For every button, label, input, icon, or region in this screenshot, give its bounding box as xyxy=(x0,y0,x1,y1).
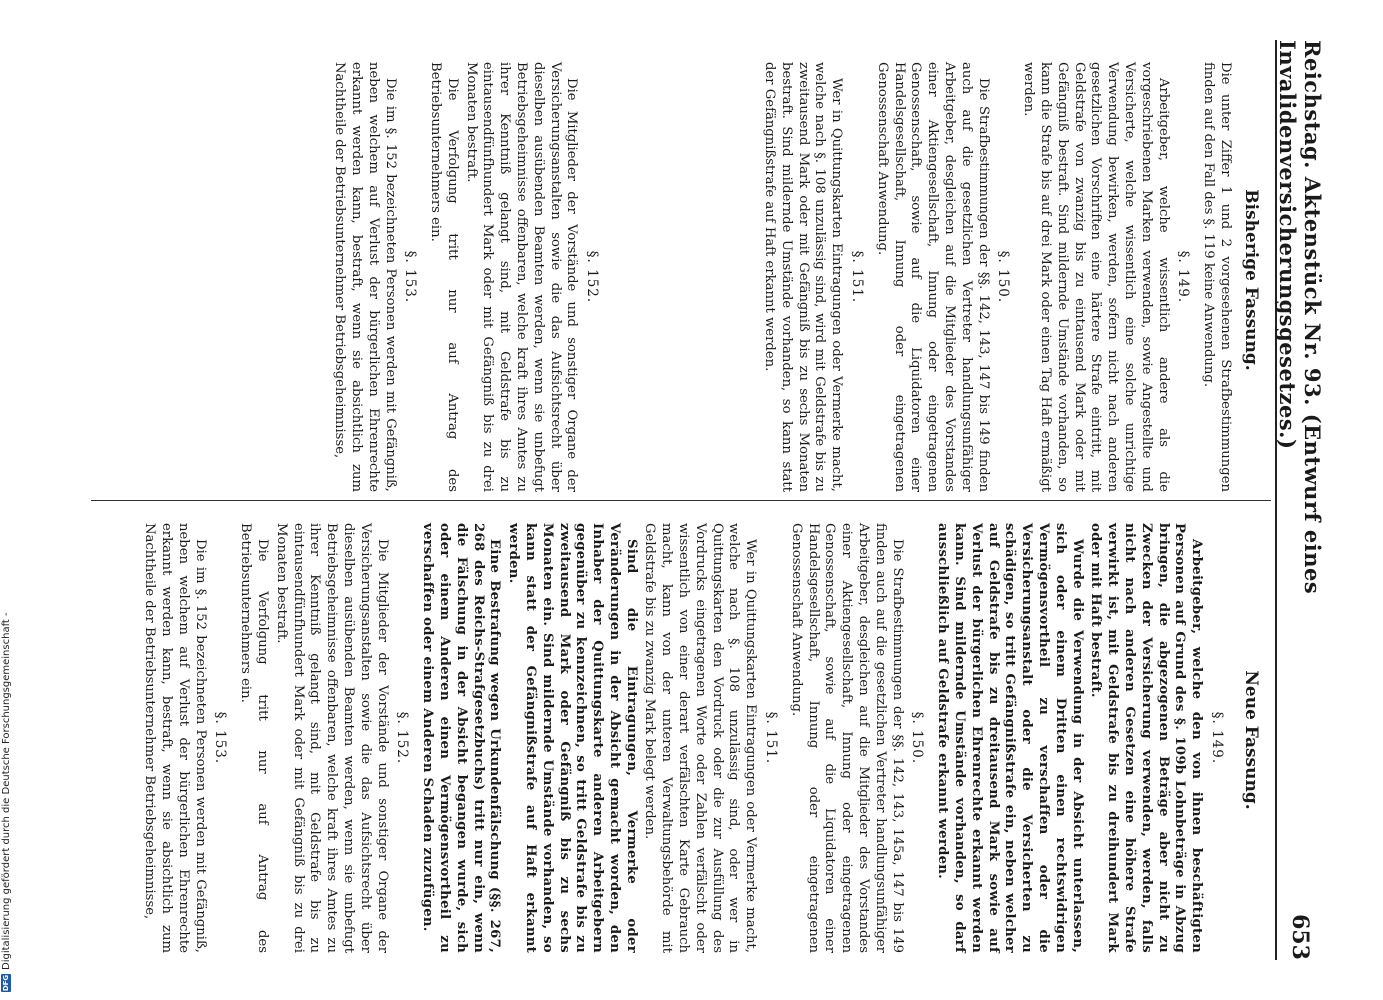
section-149-text-2: Wurde die Verwendung in der Absicht unterlassen, sich oder einem Dritten einen rechtswidrigen Vermögensvortheil zu verschaffen oder die Versicherungsanstalt oder die Versicherten zu schädigen, so tritt Gefängnißstrafe ein, neben welcher auf Geldstrafe bis zu dreitausend Mark sowie auf Verlust der bürgerlichen Ehrenrechte erkannt werden kann. Sind mildernde Umstände vorhanden, so darf ausschließlich auf Geldstrafe erkannt werden. xyxy=(935,523,1085,953)
right-column-heading: Neue Fassung. xyxy=(1241,670,1261,810)
page-header xyxy=(1275,40,1323,960)
section-151-text-2: Sind die Eintragungen, Vermerke oder Veränderungen in der Absicht gemacht worden, den Inhaber der Quittungskarte anderen Arbeitgebern gegenüber zu kennzeichnen, so tritt Geldstrafe bis zu zweitausend Mark oder Gefängniß bis zu sechs Monaten ein. Sind mildernde Umstände vorhanden, so kann statt der Gefängnißstrafe auf Haft erkannt werden. xyxy=(506,523,639,953)
intro-paragraph: Die unter Ziffer 1 und 2 vorgesehenen Strafbestimmungen finden auf den Fall des §. 119 keine Anwendung. xyxy=(1201,62,1233,492)
section-151-title: §. 151. xyxy=(849,250,866,304)
section-152-text: Die Mitglieder der Vorstände und sonstiger Organe der Versicherungsanstalten sowie die das Aufsichtsrecht über dieselben ausübenden Beamten werden, wenn sie unbefugt Betriebsgeheimnisse offenbaren, welche kraft ihres Amtes zu ihrer Kenntniß gelangt sind, mit Geldstrafe bis zu eintausendfünfhundert Mark oder mit Gefängniß bis zu drei Monaten bestraft. xyxy=(463,62,580,492)
column-divider xyxy=(91,500,1271,501)
section-153-text: Die im §. 152 bezeichneten Personen werden mit Gefängniß, neben welchem auf Verlust der bürgerlichen Ehrenrechte erkannt werden kann, bestraft, wenn sie absichtlich zum Nachtheile der Betriebsunternehmer Betriebsgeheimnisse, xyxy=(332,62,398,492)
page-number: 653 xyxy=(1287,914,1313,960)
section-151-title: §. 151. xyxy=(763,711,780,765)
section-149-title: §. 149. xyxy=(1175,250,1192,304)
left-column xyxy=(328,62,1233,492)
section-152-title: §. 152. xyxy=(394,711,411,765)
digitization-credit xyxy=(0,0,14,1000)
section-152-text-2: Die Verfolgung tritt nur auf Antrag des Betriebsunternehmers ein. xyxy=(238,523,270,953)
section-151-text-3: Eine Bestrafung wegen Urkundenfälschung (§§. 267, 268 des Reichs-Strafgesetzbuchs) tritt nur ein, wenn die Fälschung in der Absicht begangen wurde, sich oder einem Anderen einen Vermögensvortheil zu verschaffen oder einem Anderen Schaden zuzufügen. xyxy=(420,523,503,953)
section-153-title: §. 153. xyxy=(212,711,229,765)
section-149-text: Arbeitgeber, welche den von ihnen beschäftigten Personen auf Grund des §. 109b Lohnbeträge in Abzug bringen, die abgezogenen Beträge aber nicht zu Zwecken der Versicherung verwenden, werden, falls nicht nach anderen Gesetzen eine höhere Strafe verwirkt ist, mit Geldstrafe bis zu dreihundert Mark oder mit Haft bestraft. xyxy=(1088,523,1205,953)
section-149-title: §. 149. xyxy=(1209,711,1225,765)
right-column xyxy=(138,523,1233,953)
page-title: Reichstag. Aktenstück Nr. 93. (Entwurf eines Invalidenversicherungsgesetzes.) xyxy=(1275,40,1325,595)
left-column-heading: Bisherige Fassung. xyxy=(1241,189,1261,371)
section-152-text-2: Die Verfolgung tritt nur auf Antrag des Betriebsunternehmers ein. xyxy=(428,62,460,492)
section-152-title: §. 152. xyxy=(584,250,601,304)
section-150-text: Die Strafbestimmungen der §§. 142, 143, 147 bis 149 finden auch auf die gesetzlichen Vertreter handlungsunfähiger Arbeitgeber, desgleichen auf die Mitglieder des Vorstandes einer Aktiengesellschaft, Innung oder eingetragenen Genossenschaft, sowie auf die Liquidatoren einer Handelsgesellschaft, Innung oder eingetragenen Genossenschaft Anwendung. xyxy=(874,62,991,492)
section-153-text: Die im §. 152 bezeichneten Personen werden mit Gefängniß, neben welchem auf Verlust der bürgerlichen Ehrenrechte erkannt werden kann, bestraft, wenn sie absichtlich zum Nachtheile der Betriebsunternehmer Betriebsgeheimnisse, xyxy=(142,523,208,953)
credit-text: Digitalisierung gefördert durch die Deutsche Forschungsgemeinschaft - xyxy=(0,612,12,970)
section-153-title: §. 153. xyxy=(402,250,419,304)
section-150-title: §. 150. xyxy=(995,250,1012,304)
section-150-title: §. 150. xyxy=(909,711,926,765)
section-151-text: Wer in Quittungskarten Eintragungen oder Vermerke macht, welche nach §. 108 unzulässig sind, wird mit Geldstrafe bis zu zweitausend Mark oder mit Gefängniß bis zu sechs Monaten bestraft. Sind mildernde Umstände vorhanden, so kann statt der Gefängnißstrafe auf Haft erkannt werden. xyxy=(762,62,845,492)
section-150-text: Die Strafbestimmungen der §§. 142, 143, 145a, 147 bis 149 finden auch auf die gesetzlichen Vertreter handlungsunfähiger Arbeitgeber, desgleichen auf die Mitglieder des Vorstandes einer Aktiengesellschaft, Innung oder eingetragenen Genossenschaft, sowie auf die Liquidatoren einer Handelsgesellschaft, Innung oder eingetragenen Genossenschaft Anwendung. xyxy=(788,523,905,953)
section-151-text: Wer in Quittungskarten Eintragungen oder Vermerke macht, welche nach §. 108 unzulässig sind, oder wer in Quittungskarten den Vordruck oder die zur Ausfüllung des Vordrucks eingetragenen Worte oder Zahlen verfälscht oder wissentlich von einer derart verfälschten Karte Gebrauch macht, kann von der unteren Verwaltungsbehörde mit Geldstrafe bis zu zwanzig Mark belegt werden. xyxy=(642,523,759,953)
section-149-text: Arbeitgeber, welche wissentlich andere als die vorgeschriebenen Marken verwenden, sowie Angestellte und Versicherte, welche wissentlich eine solche unrichtige Verwendung bewirken, werden, sofern nicht nach anderen gesetzlichen Vorschriften eine härtere Strafe eintritt, mit Geldstrafe von zwanzig bis zu eintausend Mark oder mit Gefängniß bestraft. Sind mildernde Umstände vorhanden, so kann die Strafe bis auf drei Mark oder einen Tag Haft ermäßigt werden. xyxy=(1021,62,1171,492)
section-152-text: Die Mitglieder der Vorstände und sonstiger Organe der Versicherungsanstalten sowie die das Aufsichtsrecht über dieselben ausübenden Beamten werden, wenn sie unbefugt Betriebsgeheimnisse offenbaren, welche kraft ihres Amtes zu ihrer Kenntniß gelangt sind, mit Geldstrafe bis zu eintausendfünfhundert Mark oder mit Gefängniß bis zu drei Monaten bestraft. xyxy=(273,523,390,953)
dfg-logo-icon: DFG xyxy=(2,974,10,992)
column-gap xyxy=(608,62,758,492)
